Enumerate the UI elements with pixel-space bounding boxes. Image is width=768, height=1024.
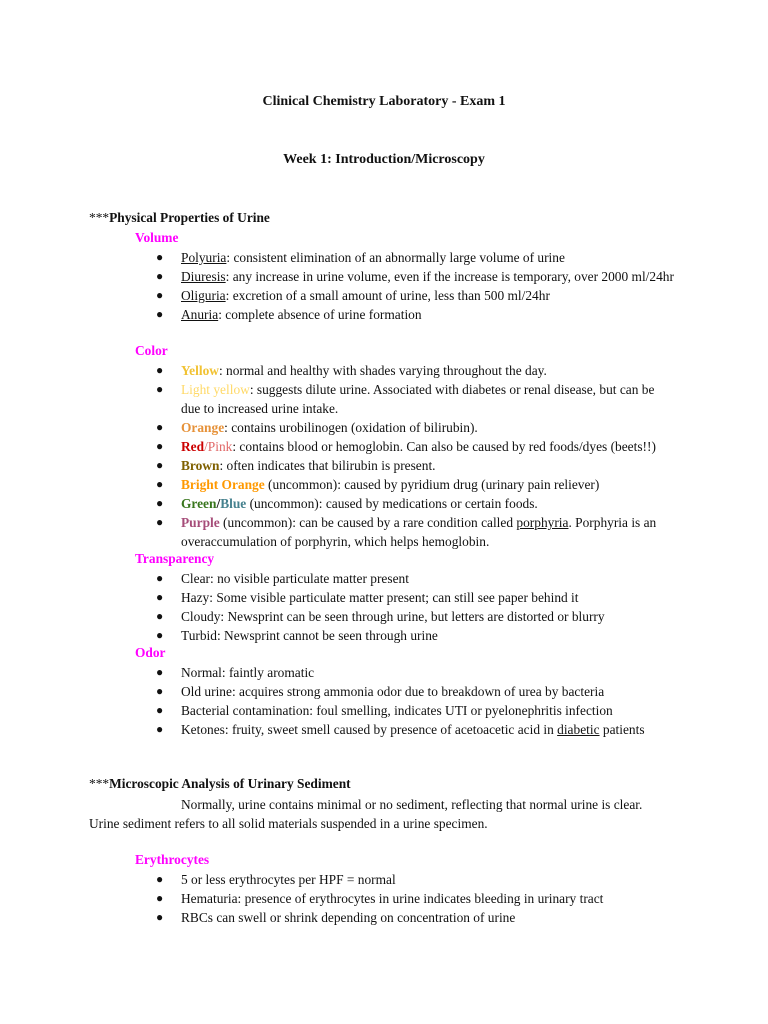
term-link: Anuria (181, 307, 219, 322)
bullet-icon: ● (156, 609, 164, 623)
list-item: ● Purple (uncommon): can be caused by a rare condition called porphyria. Porphyria is an overaccumulation of porphyrin, which helps hemoglobin. (156, 515, 657, 549)
volume-list (156, 248, 676, 324)
bullet-icon: ● (156, 703, 164, 717)
list-item: ● Green/Blue (uncommon): caused by medications or certain foods. (156, 496, 538, 511)
list-item: ● Ketones: fruity, sweet smell caused by presence of acetoacetic acid in diabetic patients (156, 722, 645, 737)
list-item: ● Light yellow: suggests dilute urine. Associated with diabetes or renal disease, but can be due to increased urine intake. (156, 382, 655, 416)
list-item: ● Bacterial contamination: foul smelling, indicates UTI or pyelonephritis infection (156, 703, 613, 718)
bullet-icon: ● (156, 590, 164, 604)
heading-text: Microscopic Analysis of Urinary Sediment (109, 776, 351, 791)
list-item: ● Old urine: acquires strong ammonia odor due to breakdown of urea by bacteria (156, 684, 605, 699)
bright-orange-term: Bright Orange (181, 477, 265, 492)
odor-subheading: Odor (135, 645, 166, 660)
transparency-list (156, 569, 676, 645)
sediment-paragraph (89, 795, 669, 833)
list-item: ● Bright Orange (uncommon): caused by pyridium drug (urinary pain reliever) (156, 477, 600, 492)
bullet-icon: ● (156, 571, 164, 585)
list-item: ● Yellow: normal and healthy with shades varying throughout the day. (156, 363, 547, 378)
heading-stars: *** (89, 210, 110, 225)
bullet-icon: ● (156, 515, 164, 529)
bullet-icon: ● (156, 496, 164, 510)
odor-list (156, 663, 676, 739)
list-item: ● Orange: contains urobilinogen (oxidation of bilirubin). (156, 420, 478, 435)
bullet-icon: ● (156, 628, 164, 642)
orange-term: Orange (181, 420, 225, 435)
brown-term: Brown (181, 458, 220, 473)
list-item: ● Hematuria: presence of erythrocytes in urine indicates bleeding in urinary tract (156, 891, 604, 906)
green-term: Green (181, 496, 217, 511)
list-item: ● 5 or less erythrocytes per HPF = normal (156, 872, 396, 887)
document-title: Clinical Chemistry Laboratory - Exam 1 (262, 94, 506, 109)
color-list (156, 361, 676, 551)
purple-term: Purple (181, 515, 220, 530)
bullet-icon: ● (156, 269, 164, 283)
bullet-icon: ● (156, 420, 164, 434)
heading-text: Physical Properties of Urine (109, 210, 270, 225)
list-item: ● Turbid: Newsprint cannot be seen through urine (156, 628, 438, 643)
week-heading: Week 1: Introduction/Microscopy (283, 152, 485, 167)
bullet-icon: ● (156, 439, 164, 453)
term-link: Oliguria (181, 288, 226, 303)
term-link: Diuresis (181, 269, 226, 284)
light-yellow-term: Light yellow (181, 382, 250, 397)
yellow-term: Yellow (181, 363, 219, 378)
microscopic-analysis-heading (89, 776, 351, 792)
bullet-icon: ● (156, 872, 164, 886)
bullet-icon: ● (156, 722, 164, 736)
bullet-icon: ● (156, 477, 164, 491)
volume-subheading: Volume (135, 230, 179, 245)
list-item: ● Brown: often indicates that bilirubin is present. (156, 458, 436, 473)
bullet-icon: ● (156, 891, 164, 905)
physical-properties-heading (89, 210, 270, 226)
list-item: ● Oliguria: excretion of a small amount of urine, less than 500 ml/24hr (156, 288, 550, 303)
bullet-icon: ● (156, 910, 164, 924)
bullet-icon: ● (156, 665, 164, 679)
red-term: Red (181, 439, 205, 454)
bullet-icon: ● (156, 382, 164, 396)
list-item: ● RBCs can swell or shrink depending on concentration of urine (156, 910, 516, 925)
transparency-subheading: Transparency (135, 551, 215, 566)
diabetic-link[interactable]: diabetic (557, 722, 600, 737)
porphyria-link[interactable]: porphyria (516, 515, 569, 530)
bullet-icon: ● (156, 684, 164, 698)
list-item: ● Cloudy: Newsprint can be seen through urine, but letters are distorted or blurry (156, 609, 605, 624)
pink-term: Pink (207, 439, 233, 454)
list-item: ● Clear: no visible particulate matter present (156, 571, 409, 586)
list-item: ● Red/Pink: contains blood or hemoglobin. Can also be caused by red foods/dyes (beets!!) (156, 439, 656, 454)
list-item: ● Polyuria: consistent elimination of an abnormally large volume of urine (156, 250, 565, 265)
erythrocytes-list (156, 870, 676, 927)
paragraph-line: Normally, urine contains minimal or no sediment, reflecting that normal urine is clear. (181, 797, 643, 812)
list-item: ● Diuresis: any increase in urine volume, even if the increase is temporary, over 2000 ml/24hr (156, 269, 674, 284)
bullet-icon: ● (156, 288, 164, 302)
list-item: ● Hazy: Some visible particulate matter present; can still see paper behind it (156, 590, 579, 605)
list-item: ● Normal: faintly aromatic (156, 665, 315, 680)
color-subheading: Color (135, 343, 168, 358)
heading-stars: *** (89, 776, 110, 791)
term-link: Polyuria (181, 250, 227, 265)
erythrocytes-subheading: Erythrocytes (135, 852, 210, 867)
bullet-icon: ● (156, 363, 164, 377)
bullet-icon: ● (156, 250, 164, 264)
blue-term: Blue (220, 496, 247, 511)
paragraph-line: Urine sediment refers to all solid materials suspended in a urine specimen. (89, 816, 488, 831)
bullet-icon: ● (156, 307, 164, 321)
bullet-icon: ● (156, 458, 164, 472)
list-item: ● Anuria: complete absence of urine formation (156, 307, 422, 322)
